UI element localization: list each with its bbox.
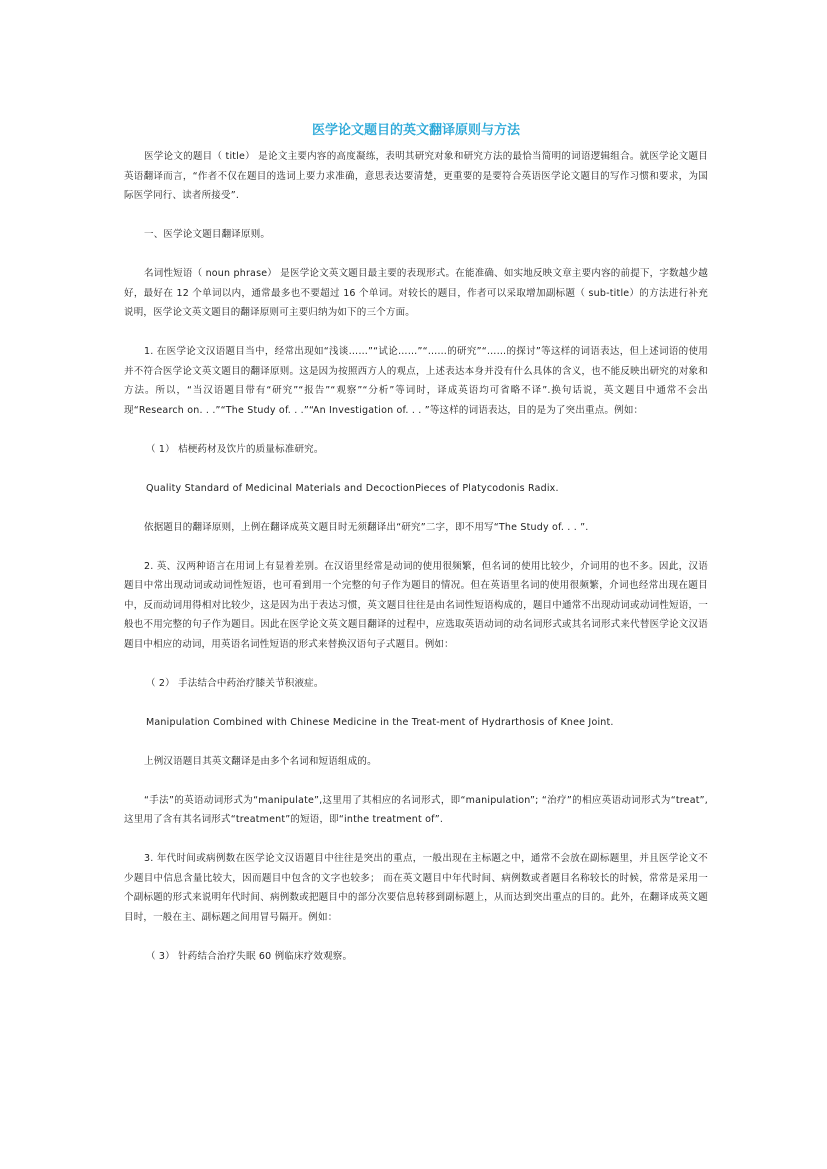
example-1-chinese: （ 1） 桔梗药材及饮片的质量标准研究。: [146, 443, 324, 455]
paragraph-noun-phrase: 名词性短语（ noun phrase） 是医学论文英文题目最主要的表现形式。在能准确、如实地反映文章主要内容的前提下，字数越少越好，最好在 12 个单词以内，通常最多也不要超过 16 个单词。对较长的题目，作者可以采取增加副标题（ sub-title）的方法进行补充说明，医学论文英文题目的翻译原则可主要归纳为如下的三个方面。: [124, 268, 708, 318]
paragraph-principle-3: 3. 年代时间或病例数在医学论文汉语题目中往往是突出的重点，一般出现在主标题之中，通常不会放在副标题里，并且医学论文不少题目中信息含量比较大，因而题目中包含的文字也较多； 而在英文题目中年代时间、病例数或者题目名称较长的时候，常常是采用一个副标题的形式来说明年代时间、病例数或把题目中的部分次要信息转移到副标题上，从而达到突出重点的目的。此外，在翻译成英文题目时，一般在主、副标题之间用冒号隔开。例如：: [124, 853, 708, 923]
section-heading: 一、医学论文题目翻译原则。: [144, 229, 271, 240]
example-3-chinese: （ 3） 针药结合治疗失眠 60 例临床疗效观察。: [146, 950, 353, 962]
example-2-english: Manipulation Combined with Chinese Medicine in the Treat-ment of Hydrarthosis of Knee Joint.: [146, 716, 614, 728]
page-title: 医学论文题目的英文翻译原则与方法: [311, 123, 520, 138]
example-2-detail: “手法”的英语动词形式为“manipulate”,这里用了其相应的名词形式，即“manipulation”; “治疗”的相应英语动词形式为“treat”,这里用了含有其名词形式“treatment”的短语，即“inthe treatment of”.: [124, 794, 708, 825]
example-1-english: Quality Standard of Medicinal Materials and DecoctionPieces of Platycodonis Radix.: [146, 482, 559, 494]
example-1-explanation: 依据题目的翻译原则，上例在翻译成英文题目时无须翻译出“研究”二字，即不用写“The Study of. . . ”.: [144, 521, 589, 533]
paragraph-principle-1: 1. 在医学论文汉语题目当中，经常出现如“浅谈……”“试论……”“……的研究”“……的探讨”等这样的词语表达，但上述词语的使用并不符合医学论文英文题目的翻译原则。这是因为按照西方人的观点，上述表达本身并没有什么具体的含义，也不能反映出研究的对象和方法。所以，“当汉语题目带有“研究”“报告”“观察”“分析”等词时，译成英语均可省略不译”.换句话说，英文题目中通常不会出现“Research on. . .”“The Study of. . .”“An Investigation of. . . ”等这样的词语表达，目的是为了突出重点。例如：: [124, 346, 708, 416]
paragraph-principle-2: 2. 英、汉两种语言在用词上有显着差别。在汉语里经常是动词的使用很频繁，但名词的使用比较少，介词用的也不多。因此，汉语题目中常出现动词或动词性短语，也可看到用一个完整的句子作为题目的情况。但在英语里名词的使用很频繁，介词也经常出现在题目中，反而动词用得相对比较少，这是因为出于表达习惯，英文题目往往是由名词性短语构成的，题目中通常不出现动词或动词性短语，一般也不用完整的句子作为题目。因此在医学论文英文题目翻译的过程中，应选取英语动词的动名词形式或其名词形式来代替医学论文汉语题目中相应的动词，用英语名词性短语的形式来替换汉语句子式题目。例如：: [124, 560, 708, 650]
example-2-chinese: （ 2） 手法结合中药治疗膝关节积液症。: [146, 677, 324, 689]
document-body: [124, 121, 708, 966]
intro-paragraph: 医学论文的题目（ title） 是论文主要内容的高度凝练，表明其研究对象和研究方法的最恰当简明的词语逻辑组合。就医学论文题目英语翻译而言，“作者不仅在题目的选词上要力求准确，意思表达要清楚，更重要的是要符合英语医学论文题目的写作习惯和要求，为国际医学同行、读者所接受”.: [124, 151, 708, 201]
example-2-explanation: 上例汉语题目其英文翻译是由多个名词和短语组成的。: [144, 755, 377, 767]
